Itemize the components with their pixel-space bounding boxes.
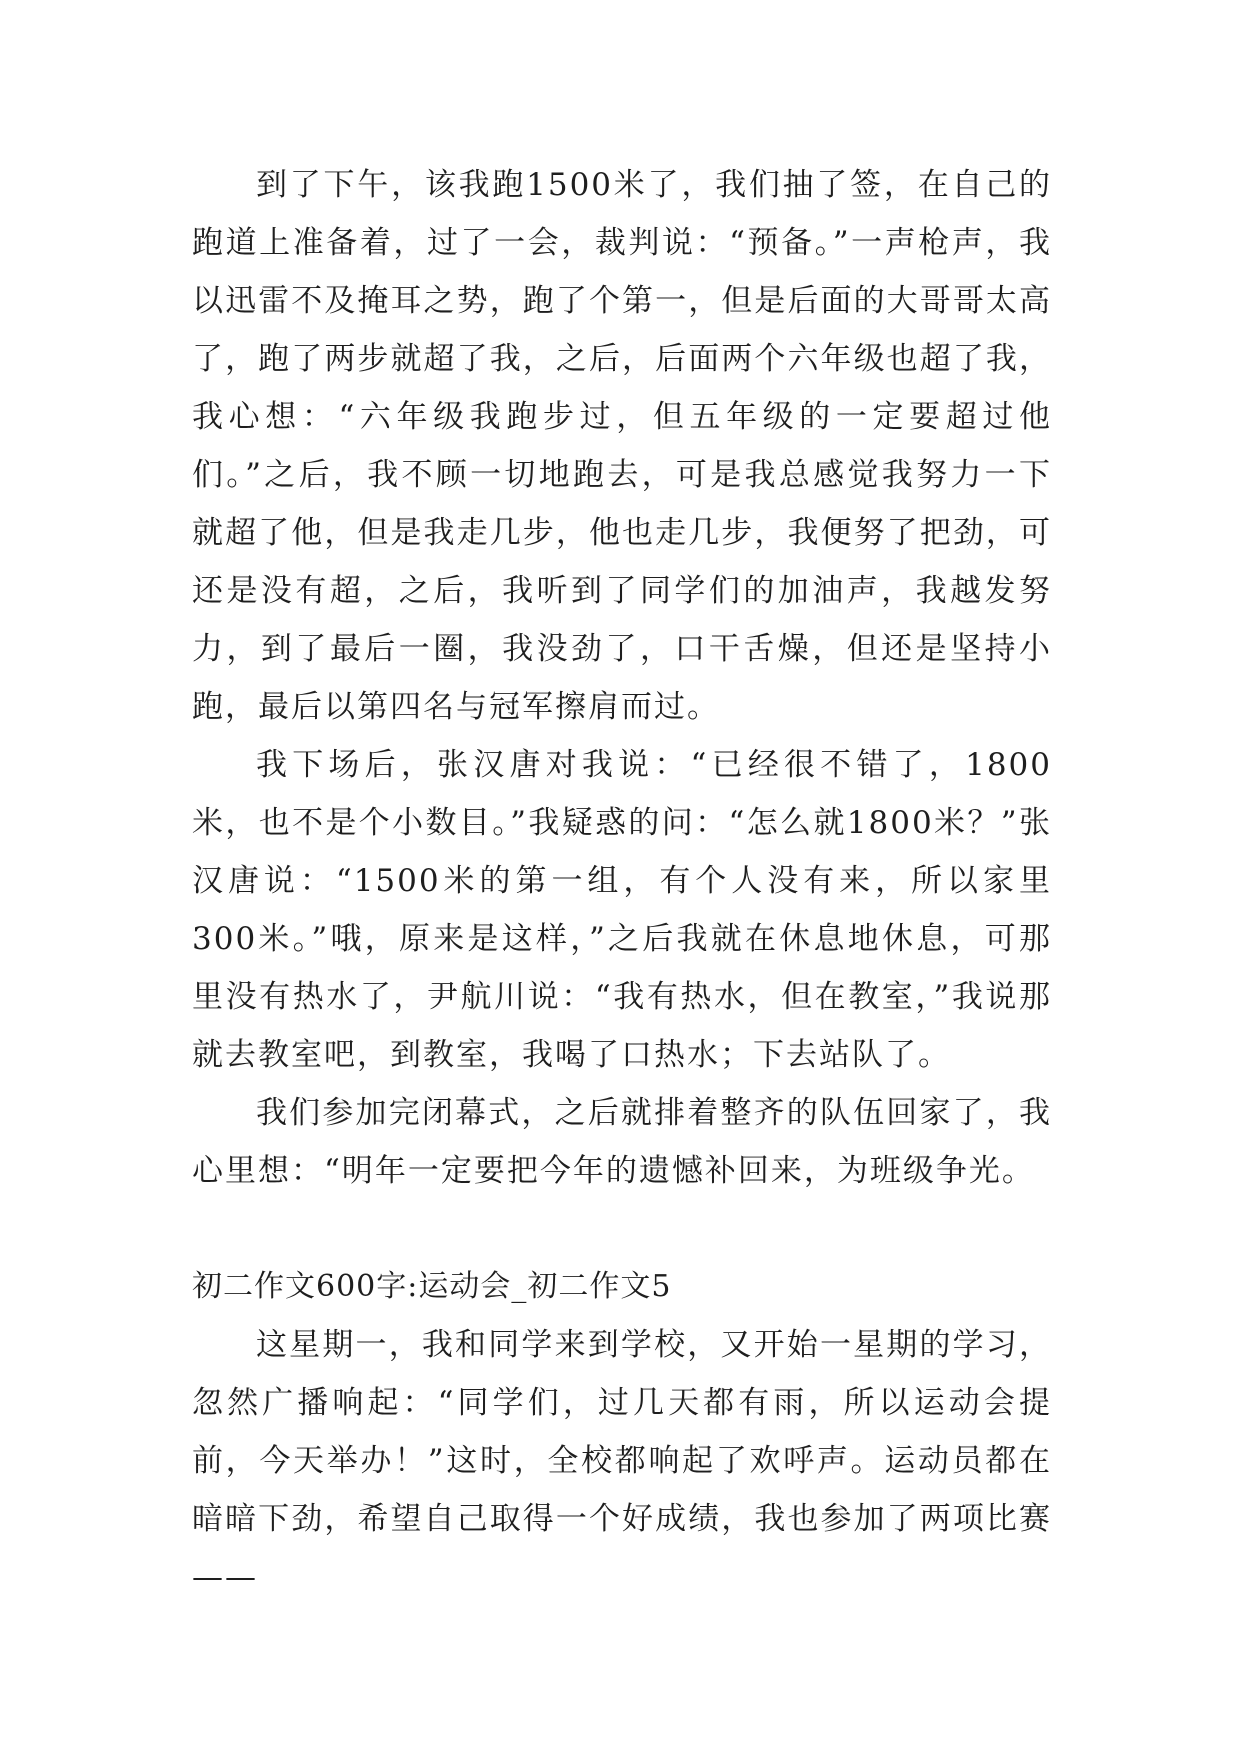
paragraph-race: 到了下午，该我跑1500米了，我们抽了签，在自己的跑道上准备着，过了一会，裁判说：“预备。”一声枪声，我以迅雷不及掩耳之势，跑了个第一，但是后面的大哥哥太高了，跑了两步就超了我，之后，后面两个六年级也超了我，我心想：“六年级我跑步过，但五年级的一定要超过他们。”之后，我不顾一切地跑去，可是我总感觉我努力一下就超了他，但是我走几步，他也走几步，我便努了把劲，可还是没有超，之后，我听到了同学们的加油声，我越发努力，到了最后一圈，我没劲了，口干舌燥，但还是坚持小跑，最后以第四名与冠军擦肩而过。	[192, 167, 1052, 725]
paragraph-closing: 我们参加完闭幕式，之后就排着整齐的队伍回家了，我心里想：“明年一定要把今年的遗憾补回来，为班级争光。	[192, 1095, 1052, 1189]
paragraph-monday: 这星期一，我和同学来到学校，又开始一星期的学习，忽然广播响起：“同学们，过几天都有雨，所以运动会提前，今天举办！”这时，全校都响起了欢呼声。运动员都在暗暗下劲，希望自己取得一个好成绩，我也参加了两项比赛——	[192, 1327, 1052, 1595]
essay-heading: 初二作文600字:运动会_初二作文5	[192, 1269, 672, 1304]
paragraph-after-race: 我下场后，张汉唐对我说：“已经很不错了，1800米，也不是个小数目。”我疑惑的问：“怎么就1800米？”张汉唐说：“1500米的第一组，有个人没有来，所以家里300米。”哦，原来是这样，”之后我就在休息地休息，可那里没有热水了，尹航川说：“我有热水，但在教室，”我说那就去教室吧，到教室，我喝了口热水；下去站队了。	[192, 747, 1052, 1073]
document-body	[192, 156, 1052, 1606]
